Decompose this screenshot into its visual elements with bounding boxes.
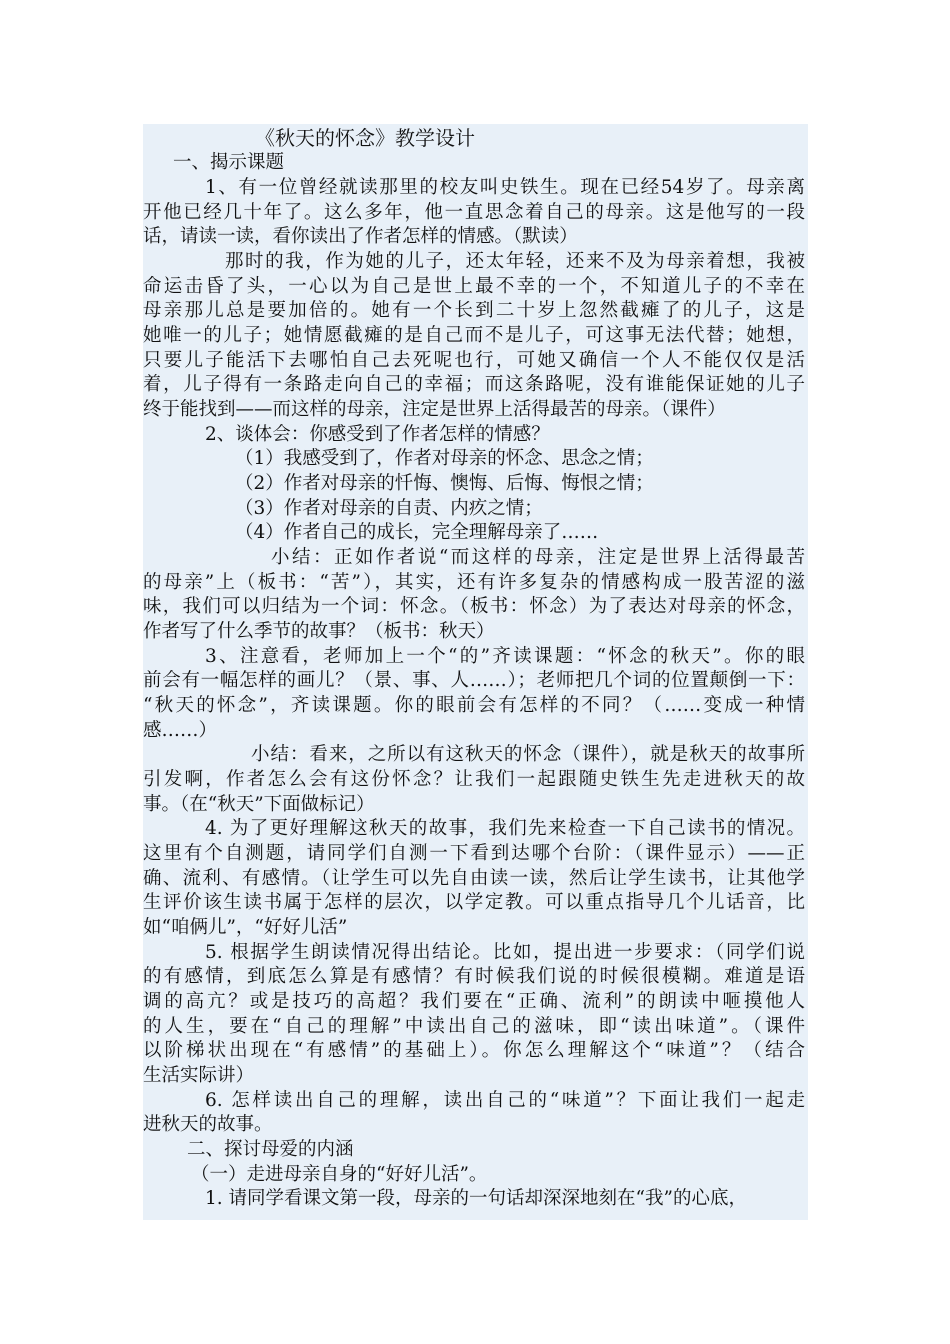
list-item: （3）作者对母亲的自责、内疚之情； <box>235 498 543 519</box>
paragraph-line: 5. 根据学生朗读情况得出结论。比如，提出进一步要求：（同学们说 <box>205 942 805 963</box>
paragraph-line: 话，请读一读，看你读出了作者怎样的情感。（默读） <box>143 226 578 247</box>
quote-line: 那时的我，作为她的儿子，还太年轻，还来不及为母亲着想，我被 <box>225 251 805 272</box>
paragraph-line: 生评价该生读书属于怎样的层次，以学定教。可以重点指导几个儿话音，比 <box>143 892 805 913</box>
paragraph-line: 开他已经几十年了。这么多年，他一直思念着自己的母亲。这是他写的一段 <box>143 202 805 223</box>
paragraph-line: 的人生，要在“自己的理解”中读出自己的滋味，即“读出味道”。（课件 <box>143 1016 805 1037</box>
quote-line: 母亲那儿总是要加倍的。她有一个长到二十岁上忽然截瘫了的儿子，这是 <box>143 300 805 321</box>
summary-line: 小结：看来，之所以有这秋天的怀念（课件），就是秋天的故事所 <box>251 744 805 765</box>
list-item: （4）作者自己的成长，完全理解母亲了…… <box>235 522 599 543</box>
paragraph-line: 前会有一幅怎样的画儿？（景、事、人……）；老师把几个词的位置颠倒一下： <box>143 670 805 691</box>
summary-line: 事。（在“秋天”下面做标记） <box>143 794 375 815</box>
quote-line: 着，儿子得有一条路走向自己的幸福；而这条路呢，没有谁能保证她的儿子 <box>143 374 805 395</box>
paragraph-line: 如“咱俩儿”，“好好儿活” <box>143 917 348 938</box>
paragraph-line: 1、有一位曾经就读那里的校友叫史铁生。现在已经54岁了。母亲离 <box>205 177 805 198</box>
paragraph-line: 2、谈体会：你感受到了作者怎样的情感？ <box>205 424 550 445</box>
document-title: 《秋天的怀念》教学设计 <box>255 126 475 150</box>
paragraph-line: 6. 怎样读出自己的理解，读出自己的“味道”？下面让我们一起走 <box>205 1090 805 1111</box>
paragraph-line: 的有感情，到底怎么算是有感情？有时候我们说的时候很模糊。难道是语 <box>143 966 805 987</box>
paragraph-line: 生活实际讲） <box>143 1065 255 1086</box>
paragraph-line: 3、注意看，老师加上一个“的”齐读课题：“怀念的秋天”。你的眼 <box>205 646 805 667</box>
list-item: （2）作者对母亲的忏悔、懊悔、后悔、悔恨之情； <box>235 473 654 494</box>
paragraph-line: 感……） <box>143 720 218 741</box>
paragraph-line: 进秋天的故事。 <box>143 1114 273 1135</box>
quote-line: 只要儿子能活下去哪怕自己去死呢也行，可她又确信一个人不能仅仅是活 <box>143 350 805 371</box>
paragraph-line: 以阶梯状出现在“有感情”的基础上）。你怎么理解这个“味道”？（结合 <box>143 1040 805 1061</box>
summary-line: 作者写了什么季节的故事？（板书：秋天） <box>143 621 495 642</box>
section-heading: 二、探讨母爱的内涵 <box>187 1139 354 1160</box>
document-text-block <box>143 124 808 1220</box>
quote-line: 终于能找到——而这样的母亲，注定是世界上活得最苦的母亲。（课件） <box>143 399 726 420</box>
section-heading: 一、揭示课题 <box>173 152 285 173</box>
subsection-heading: （一）走进母亲自身的“好好儿活”。 <box>191 1164 488 1185</box>
quote-line: 她唯一的儿子；她情愿截瘫的是自己而不是儿子，可这事无法代替；她想， <box>143 325 805 346</box>
paragraph-line: 调的高亢？或是技巧的高超？我们要在“正确、流利”的朗读中咂摸他人 <box>143 991 805 1012</box>
paragraph-line: 确、流利、有感情。（让学生可以先自由读一读，然后让学生读书，让其他学 <box>143 868 805 889</box>
summary-line: 引发啊，作者怎么会有这份怀念？让我们一起跟随史铁生先走进秋天的故 <box>143 769 805 790</box>
list-item: （1）我感受到了，作者对母亲的怀念、思念之情； <box>235 448 654 469</box>
paragraph-line: 1. 请同学看课文第一段，母亲的一句话却深深地刻在“我”的心底， <box>205 1188 747 1209</box>
quote-line: 命运击昏了头，一心以为自己是世上最不幸的一个，不知道儿子的不幸在 <box>143 276 805 297</box>
summary-line: 的母亲”上（板书：“苦”），其实，还有许多复杂的情感构成一股苦涩的滋 <box>143 572 805 593</box>
summary-line: 小结：正如作者说“而这样的母亲，注定是世界上活得最苦 <box>271 547 805 568</box>
paragraph-line: 这里有个自测题，请同学们自测一下看到达哪个台阶：（课件显示）——正 <box>143 843 805 864</box>
summary-line: 味，我们可以归结为一个词：怀念。（板书：怀念）为了表达对母亲的怀念， <box>143 596 805 617</box>
paragraph-line: “秋天的怀念”，齐读课题。你的眼前会有怎样的不同？（……变成一种情 <box>143 695 805 716</box>
paragraph-line: 4. 为了更好理解这秋天的故事，我们先来检查一下自己读书的情况。 <box>205 818 805 839</box>
